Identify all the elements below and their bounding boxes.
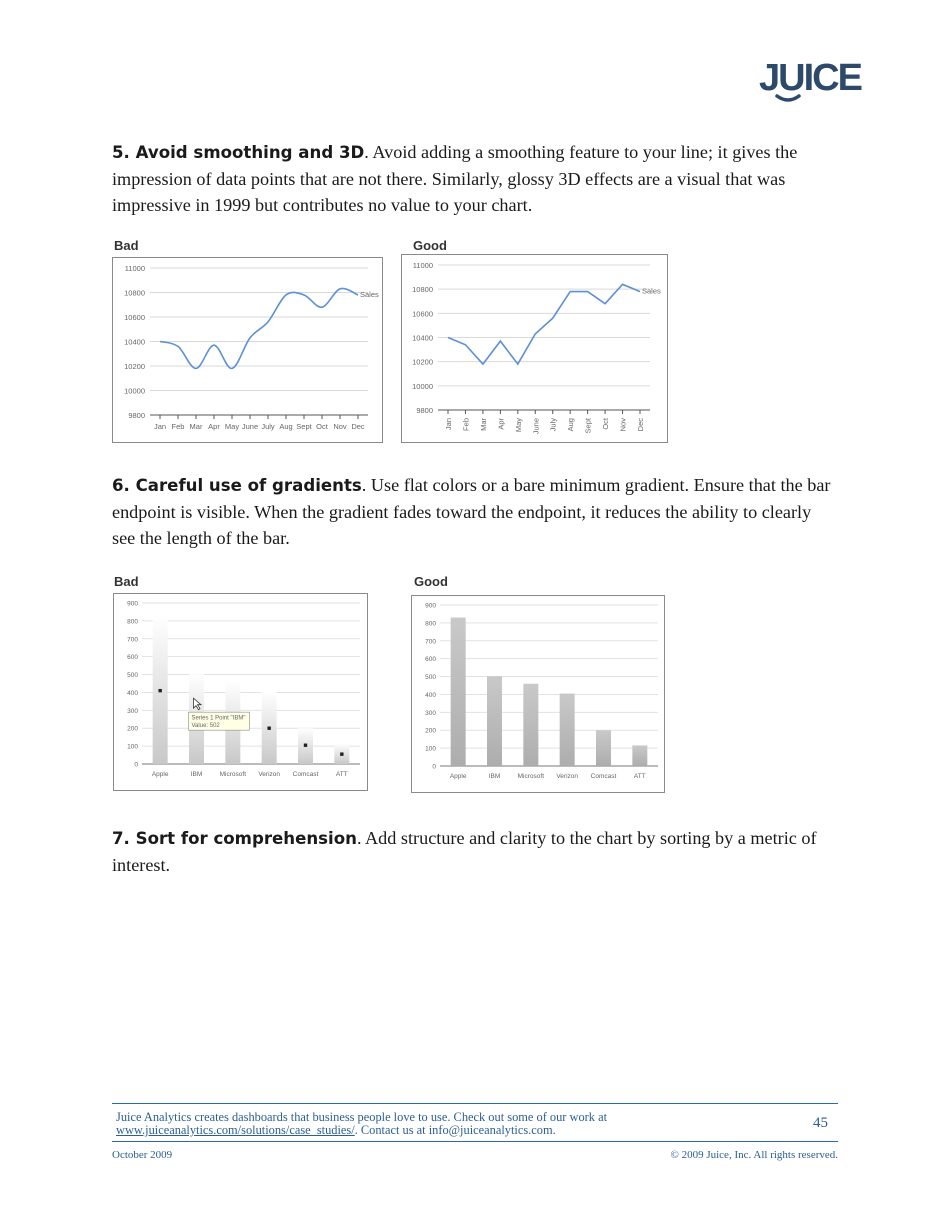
section-5-text: . Avoid adding a smoothing feature to your line; it gives the impression of data points that are not there. Similarly, glossy 3D effects are a visual that was impressive in 1999 but contributes no value to your chart. xyxy=(112,142,798,215)
y-tick-label: 200 xyxy=(425,727,436,735)
footer-line1: Juice Analytics creates dashboards that business people love to use. Check out some of our work at xyxy=(116,1110,608,1124)
bar-ibm xyxy=(487,676,502,766)
x-tick-label: June xyxy=(241,422,259,431)
y-tick-label: 100 xyxy=(127,743,138,751)
x-tick-label: Nov xyxy=(333,422,347,431)
y-tick-label: 300 xyxy=(425,709,436,717)
x-tick-label: IBM xyxy=(190,771,203,778)
y-tick-label: 10000 xyxy=(412,381,433,391)
x-tick-label: IBM xyxy=(488,773,501,780)
bar-microsoft xyxy=(523,684,538,766)
x-tick-label: Jan xyxy=(153,422,167,431)
y-tick-label: 9800 xyxy=(416,406,433,415)
bar-verizon xyxy=(560,694,575,766)
page-number: 45 xyxy=(813,1115,828,1131)
x-tick-label: Dec xyxy=(351,422,365,431)
gradient-good-label: Good xyxy=(414,574,448,589)
y-tick-label: 0 xyxy=(134,761,138,769)
section-7-heading: 7. Sort for comprehension xyxy=(112,829,357,848)
data-marker xyxy=(158,689,161,692)
x-tick-label: Apple xyxy=(449,773,467,780)
x-tick-label: Oct xyxy=(316,422,328,431)
x-tick-label: Comcast xyxy=(590,773,617,780)
section-5-paragraph xyxy=(112,139,836,218)
y-tick-label: 10600 xyxy=(412,309,433,319)
bar-chart-good xyxy=(411,595,665,793)
y-tick-label: 900 xyxy=(127,600,138,608)
series-label: Sales xyxy=(360,289,379,299)
x-tick-label: Dec xyxy=(636,418,645,432)
gradient-bar-chart-bad xyxy=(113,593,368,791)
y-tick-label: 10600 xyxy=(124,313,145,322)
y-tick-label: 200 xyxy=(127,725,138,733)
smooth-bad-label: Bad xyxy=(114,238,139,253)
x-tick-label: July xyxy=(548,418,558,432)
x-tick-label: Verizon xyxy=(556,773,579,780)
x-tick-label: Mar xyxy=(189,422,203,431)
logo-text: JUICE xyxy=(759,57,861,99)
y-tick-label: 600 xyxy=(425,656,436,664)
y-tick-label: 10800 xyxy=(412,285,433,295)
bar-att xyxy=(632,745,647,766)
footer-bottom-rule xyxy=(112,1141,838,1142)
x-tick-label: May xyxy=(224,422,240,431)
y-tick-label: 10200 xyxy=(412,357,433,367)
x-tick-label: May xyxy=(513,418,523,433)
y-tick-label: 300 xyxy=(127,707,138,715)
y-tick-label: 500 xyxy=(127,672,138,680)
section-7-paragraph xyxy=(112,825,836,878)
x-tick-label: Verizon xyxy=(258,771,281,778)
y-tick-label: 9800 xyxy=(128,411,145,420)
x-tick-label: ATT xyxy=(335,771,348,778)
gradient-bad-label: Bad xyxy=(114,574,139,589)
case-studies-link[interactable]: www.juiceanalytics.com/solutions/case_studies/ xyxy=(116,1123,355,1137)
x-tick-label: June xyxy=(531,418,541,435)
footer-contact: . Contact us at info@juiceanalytics.com. xyxy=(354,1123,556,1137)
x-tick-label: Apple xyxy=(151,771,169,778)
section-6-text: . Use flat colors or a bare minimum gradient. Ensure that the bar endpoint is visible. When the gradient fades toward the endpoint, it reduces the ability to clearly see the length of the bar. xyxy=(112,475,831,548)
data-marker xyxy=(304,744,307,747)
y-tick-label: 400 xyxy=(127,689,138,697)
x-tick-label: Apr xyxy=(208,422,220,431)
footer-copyright: © 2009 Juice, Inc. All rights reserved. xyxy=(670,1149,838,1161)
y-tick-label: 10200 xyxy=(124,362,145,371)
y-tick-label: 700 xyxy=(127,636,138,644)
smooth-good-label: Good xyxy=(413,238,447,253)
x-tick-label: Aug xyxy=(566,418,576,432)
section-6-heading: 6. Careful use of gradients xyxy=(112,476,362,495)
tooltip-line1: Series 1 Point "IBM" xyxy=(191,715,246,722)
x-tick-label: Nov xyxy=(618,418,628,432)
data-marker xyxy=(267,727,270,730)
x-tick-label: Comcast xyxy=(292,771,319,778)
x-tick-label: Apr xyxy=(496,418,506,430)
chart-svg xyxy=(113,258,382,442)
y-tick-label: 700 xyxy=(425,638,436,646)
x-tick-label: July xyxy=(261,422,275,431)
smooth-line-chart-bad xyxy=(112,257,383,443)
y-tick-label: 400 xyxy=(425,691,436,699)
y-tick-label: 11000 xyxy=(124,264,145,273)
bar-comcast xyxy=(596,730,611,766)
x-tick-label: Oct xyxy=(601,418,611,430)
footer-date: October 2009 xyxy=(112,1149,173,1161)
juice-logo xyxy=(757,54,861,104)
x-tick-label: Sept xyxy=(296,422,312,431)
section-5-heading: 5. Avoid smoothing and 3D xyxy=(112,143,365,162)
sales-series-line xyxy=(160,288,358,368)
section-7-text: . Add structure and clarity to the chart by sorting by a metric of interest. xyxy=(112,828,817,875)
x-tick-label: Microsoft xyxy=(517,773,545,780)
footer-top-rule xyxy=(112,1103,838,1104)
tooltip-line2: Value: 502 xyxy=(191,723,220,730)
y-tick-label: 10400 xyxy=(412,333,433,343)
line-chart-good xyxy=(401,254,668,443)
bar-apple xyxy=(451,618,466,766)
y-tick-label: 800 xyxy=(425,620,436,628)
x-tick-label: Aug xyxy=(279,422,293,431)
x-tick-label: ATT xyxy=(633,773,646,780)
y-tick-label: 10000 xyxy=(124,386,145,396)
y-tick-label: 800 xyxy=(127,618,138,626)
section-6-paragraph xyxy=(112,472,836,551)
y-tick-label: 500 xyxy=(425,674,436,682)
chart-svg xyxy=(402,255,667,442)
y-tick-label: 10800 xyxy=(124,288,145,298)
series-label: Sales xyxy=(642,286,661,296)
sales-series-line xyxy=(448,284,640,364)
footer-blurb xyxy=(116,1111,756,1137)
x-tick-label: Microsoft xyxy=(219,771,247,778)
y-tick-label: 900 xyxy=(425,602,436,610)
x-tick-label: Jan xyxy=(444,418,453,431)
chart-svg xyxy=(114,594,367,790)
x-tick-label: Feb xyxy=(171,422,185,431)
y-tick-label: 0 xyxy=(432,763,436,771)
x-tick-label: Feb xyxy=(461,418,471,431)
y-tick-label: 11000 xyxy=(412,261,433,270)
y-tick-label: 100 xyxy=(425,745,436,753)
x-tick-label: Sept xyxy=(583,418,593,434)
data-marker xyxy=(340,752,343,755)
x-tick-label: Mar xyxy=(478,418,488,431)
y-tick-label: 10400 xyxy=(124,337,145,347)
y-tick-label: 600 xyxy=(127,654,138,662)
chart-svg xyxy=(412,596,664,792)
